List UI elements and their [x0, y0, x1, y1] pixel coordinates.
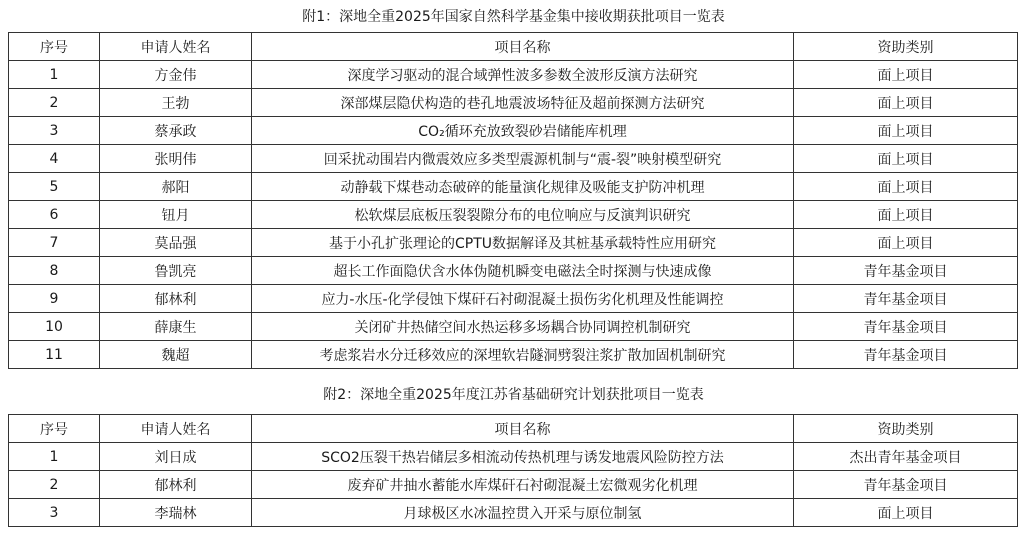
cell-project-title: 超长工作面隐伏含水体伪随机瞬变电磁法全时探测与快速成像: [252, 257, 794, 285]
cell-serial: 3: [9, 117, 100, 145]
table-row: [9, 499, 1018, 527]
cell-funding-type: 面上项目: [794, 89, 1018, 117]
cell-applicant: 王勃: [100, 89, 252, 117]
cell-project-title: 基于小孔扩张理论的CPTU数据解译及其桩基承载特性应用研究: [252, 229, 794, 257]
cell-funding-type: 杰出青年基金项目: [794, 443, 1018, 471]
table-header-row: [9, 415, 1018, 443]
table-row: [9, 145, 1018, 173]
cell-funding-type: 青年基金项目: [794, 341, 1018, 369]
cell-funding-type: 面上项目: [794, 61, 1018, 89]
cell-applicant: 莫品强: [100, 229, 252, 257]
table-1-body: [9, 61, 1018, 369]
cell-serial: 8: [9, 257, 100, 285]
cell-project-title: CO₂循环充放致裂砂岩储能库机理: [252, 117, 794, 145]
header-serial: 序号: [9, 415, 100, 443]
table-row: [9, 443, 1018, 471]
cell-serial: 1: [9, 61, 100, 89]
cell-serial: 2: [9, 471, 100, 499]
cell-applicant: 鲁凯亮: [100, 257, 252, 285]
projects-table-jiangsu: [8, 414, 1018, 527]
table-row: [9, 173, 1018, 201]
table-row: [9, 285, 1018, 313]
cell-applicant: 郁林利: [100, 285, 252, 313]
table-row: [9, 257, 1018, 285]
header-applicant: 申请人姓名: [100, 415, 252, 443]
cell-funding-type: 青年基金项目: [794, 285, 1018, 313]
header-funding-type: 资助类别: [794, 415, 1018, 443]
cell-serial: 3: [9, 499, 100, 527]
cell-applicant: 薛康生: [100, 313, 252, 341]
cell-serial: 1: [9, 443, 100, 471]
cell-serial: 6: [9, 201, 100, 229]
cell-project-title: 松软煤层底板压裂裂隙分布的电位响应与反演判识研究: [252, 201, 794, 229]
table-row: [9, 61, 1018, 89]
cell-project-title: 动静载下煤巷动态破碎的能量演化规律及吸能支护防冲机理: [252, 173, 794, 201]
cell-serial: 9: [9, 285, 100, 313]
cell-project-title: 考虑浆岩水分迁移效应的深埋软岩隧洞劈裂注浆扩散加固机制研究: [252, 341, 794, 369]
table-row: [9, 117, 1018, 145]
cell-applicant: 方金伟: [100, 61, 252, 89]
cell-applicant: 张明伟: [100, 145, 252, 173]
cell-funding-type: 面上项目: [794, 229, 1018, 257]
header-serial: 序号: [9, 33, 100, 61]
cell-applicant: 蔡承政: [100, 117, 252, 145]
table-row: [9, 229, 1018, 257]
cell-applicant: 郝阳: [100, 173, 252, 201]
cell-project-title: 月球极区水冰温控贯入开采与原位制氢: [252, 499, 794, 527]
cell-funding-type: 青年基金项目: [794, 313, 1018, 341]
cell-project-title: SCO2压裂干热岩储层多相流动传热机理与诱发地震风险防控方法: [252, 443, 794, 471]
header-project-title: 项目名称: [252, 415, 794, 443]
cell-serial: 11: [9, 341, 100, 369]
table-2-body: [9, 443, 1018, 527]
cell-funding-type: 青年基金项目: [794, 471, 1018, 499]
table-header-row: [9, 33, 1018, 61]
cell-project-title: 深度学习驱动的混合域弹性波多参数全波形反演方法研究: [252, 61, 794, 89]
header-applicant: 申请人姓名: [100, 33, 252, 61]
cell-funding-type: 面上项目: [794, 173, 1018, 201]
cell-serial: 10: [9, 313, 100, 341]
cell-serial: 5: [9, 173, 100, 201]
cell-funding-type: 面上项目: [794, 499, 1018, 527]
cell-project-title: 关闭矿井热储空间水热运移多场耦合协同调控机制研究: [252, 313, 794, 341]
cell-project-title: 回采扰动围岩内微震效应多类型震源机制与“震-裂”映射模型研究: [252, 145, 794, 173]
cell-applicant: 郁林利: [100, 471, 252, 499]
cell-funding-type: 面上项目: [794, 145, 1018, 173]
header-funding-type: 资助类别: [794, 33, 1018, 61]
table-row: [9, 471, 1018, 499]
cell-serial: 4: [9, 145, 100, 173]
projects-table-nsfc: [8, 32, 1018, 369]
cell-serial: 7: [9, 229, 100, 257]
cell-funding-type: 青年基金项目: [794, 257, 1018, 285]
cell-serial: 2: [9, 89, 100, 117]
table-row: [9, 89, 1018, 117]
table-1-caption: 附1：深地全重2025年国家自然科学基金集中接收期获批项目一览表: [302, 9, 725, 25]
cell-project-title: 废弃矿井抽水蓄能水库煤矸石衬砌混凝土宏微观劣化机理: [252, 471, 794, 499]
cell-funding-type: 面上项目: [794, 201, 1018, 229]
table-row: [9, 201, 1018, 229]
cell-applicant: 钮月: [100, 201, 252, 229]
cell-applicant: 魏超: [100, 341, 252, 369]
table-row: [9, 313, 1018, 341]
table-2-caption: 附2：深地全重2025年度江苏省基础研究计划获批项目一览表: [323, 387, 704, 403]
header-project-title: 项目名称: [252, 33, 794, 61]
cell-project-title: 应力-水压-化学侵蚀下煤矸石衬砌混凝土损伤劣化机理及性能调控: [252, 285, 794, 313]
table-row: [9, 341, 1018, 369]
cell-project-title: 深部煤层隐伏构造的巷孔地震波场特征及超前探测方法研究: [252, 89, 794, 117]
cell-applicant: 李瑞林: [100, 499, 252, 527]
cell-funding-type: 面上项目: [794, 117, 1018, 145]
cell-applicant: 刘日成: [100, 443, 252, 471]
